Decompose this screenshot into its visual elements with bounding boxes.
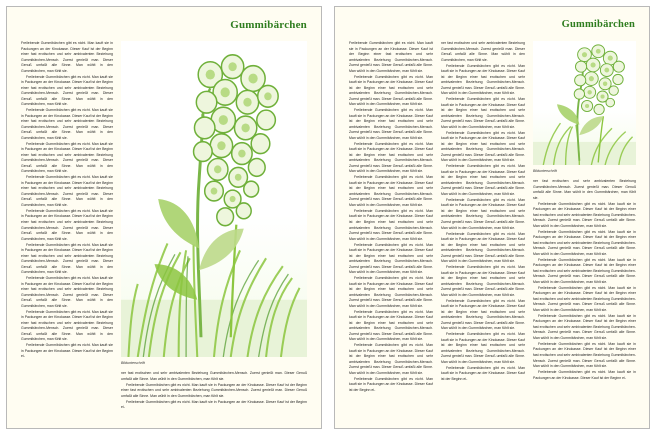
paragraph: Freilebende Gummibärchen gibt es nicht. Man kauft sie in Packungen an der Kinokasse. Dieser Kauf ist der Beginn einer fast erotischen und sehr ambivalenten Beziehung Gummibärchen-Mensch. Zuerst genießt man. Dieser Genuß umfaßt alle Sinne. Man wühlt in den Gummibärchen, man fühlt sie. [349,343,433,375]
paragraph: ner fast erotischen und sehr ambivalenten Beziehung Gummibärchen-Mensch. Zuerst genießt man. Dieser Genuß umfaßt alle Sinne. Man wühlt in den Gummibärchen, man fühlt sie. [533,179,636,200]
paragraph: Freilebende Gummibärchen gibt es nicht. Man kauft sie in Packungen an der Kinokasse. Dieser Kauf ist der Beginn einer fast erotischen und sehr ambivalenten Beziehung Gummibärchen-Mensch. Zuerst genießt man. Dieser Genuß umfaßt alle Sinne. Man wühlt in den Gummibärchen, man fühlt sie. [533,257,636,284]
paragraph: Freilebende Gummibärchen gibt es nicht. Man kauft sie in Packungen an der Kinokasse. Dieser Kauf ist der Beginn einer fast erotischen und sehr ambivalenten Beziehung Gummibärchen-Mensch. Zuerst genießt man. Dieser Genuß umfaßt alle Sinne. Man wühlt in den Gummibärchen, man fühlt sie. [441,63,525,96]
paragraph: Freilebende Gummibärchen gibt es nicht. Man kauft sie in Packungen an der Kinokasse. Dieser Kauf ist der Beginn einer fast erotischen und sehr ambivalenten Beziehung Gummibärchen-Mensch. Zuerst genießt man. Dieser Genuß umfaßt alle Sinne. Man wühlt in den Gummibärchen, man fühlt sie. [21,74,113,107]
flower-head [194,55,279,226]
paragraph: Freilebende Gummibärchen gibt es nicht. Man kauft sie in Packungen an der Kinokasse. Dieser Kauf ist der Beginn einer fast erotischen und sehr ambivalenten Beziehung Gummibärchen-Mensch. Zuerst genießt man. Dieser Genuß umfaßt alle Sinne. Man wühlt in den Gummibärchen, man fühlt sie. [21,141,113,174]
paragraph: Freilebende Gummibärchen gibt es nicht. Man kauft sie in Packungen an der Kinokasse. Dieser Kauf ist der Beginn einer fast erotischen und sehr ambivalenten Beziehung Gummibärchen-Mensch. Zuerst genießt man. Dieser Genuß umfaßt alle Sinne. Man wühlt in den Gummibärchen, man fühlt sie. [21,208,113,241]
green-floral-plant-illustration [533,41,636,165]
paragraph: Freilebende Gummibärchen gibt es nicht. Man kauft sie in Packungen an der Kinokasse. Dieser Kauf ist der Beginn einer fast erotischen und sehr ambivalenten Beziehung Gummibärchen-Mensch. Zuerst genießt man. Dieser Genuß umfaßt alle Sinne. Man wühlt in den Gummibärchen, man fühlt sie. [21,175,113,207]
green-floral-plant-illustration [121,41,307,357]
paragraph: ner fast erotischen und sehr ambivalenten Beziehung Gummibärchen-Mensch. Zuerst genießt man. Dieser Genuß umfaßt alle Sinne. Man wühlt in den Gummibärchen, man fühlt sie. [441,41,525,62]
paragraph: Freilebende Gummibärchen gibt es nicht. Man kauft sie in Packungen an der Kinokasse. Dieser Kauf ist der Beginn einer fast erotischen und sehr ambivalenten Beziehung Gummibärchen-Mensch. Zuerst genießt man. Dieser Genuß umfaßt alle Sinne. Man wühlt in den Gummibärchen, man fühlt sie. [21,41,113,73]
paragraph: Freilebende Gummibärchen gibt es nicht. Man kauft sie in Packungen an der Kinokasse. Dieser Kauf ist der Beginn einer fast erotischen und sehr ambivalenten Beziehung Gummibärchen-Mensch. Zuerst genießt man. Dieser Genuß umfaßt alle Sinne. Man wühlt in den Gummibärchen, man fühlt sie. [349,108,433,140]
paragraph: Freilebende Gummibärchen gibt es nicht. Man kauft sie in Packungen an der Kinokasse. Dieser Kauf ist der Beginn einer fast erotischen und sehr ambivalenten Beziehung Gummibärchen-Mensch. Zuerst genießt man. Dieser Genuß umfaßt alle Sinne. Man wühlt in den Gummibärchen, man fühlt sie. [349,208,433,241]
page-title: Gummibärchen [561,19,635,30]
paragraph: Freilebende Gummibärchen gibt es nicht. Man kauft sie in Packungen an der Kinokasse. Dieser Kauf ist der Beginn einer fast erotischen und sehr ambivalenten Beziehung Gummibärchen-Mensch. Zuerst genießt man. Dieser Genuß umfaßt alle Sinne. Man wühlt in den Gummibärchen, man fühlt sie. [21,242,113,275]
paragraph: ner fast erotischen und sehr ambivalenten Beziehung Gummibärchen-Mensch. Zuerst genießt man. Dieser Genuß umfaßt alle Sinne. Man wühlt in den Gummibärchen, man fühlt sie. [121,371,307,381]
paragraph: Freilebende Gummibärchen gibt es nicht. Man kauft sie in Packungen an der Kinokasse. Dieser Kauf ist der Beginn einer fast erotischen und sehr ambivalenten Beziehung Gummibärchen-Mensch. Zuerst genießt man. Dieser Genuß umfaßt alle Sinne. Man wühlt in den Gummibärchen, man fühlt sie. [349,175,433,207]
paragraph: Freilebende Gummibärchen gibt es nicht. Man kauft sie in Packungen an der Kinokasse. Dieser Kauf ist der Beginn einer fast erotischen und sehr ambivalenten Beziehung Gummibärchen-Mensch. Zuerst genießt man. Dieser Genuß umfaßt alle Sinne. Man wühlt in den Gummibärchen, man fühlt sie. [441,97,525,129]
figure-image-small[interactable] [533,41,636,165]
paragraph: Freilebende Gummibärchen gibt es nicht. Man kauft sie in Packungen an der Kinokasse. Dieser Kauf ist der Beginn ei- [533,370,636,380]
paragraph: Freilebende Gummibärchen gibt es nicht. Man kauft sie in Packungen an der Kinokasse. Dieser Kauf ist der Beginn einer fast erotischen und sehr ambivalenten Beziehung Gummibärchen-Mensch. Zuerst genießt man. Dieser Genuß umfaßt alle Sinne. Man wühlt in den Gummibärchen, man fühlt sie. [349,242,433,275]
paragraph: Freilebende Gummibärchen gibt es nicht. Man kauft sie in Packungen an der Kinokasse. Dieser Kauf ist der Beginn ei- [349,376,433,392]
document-page-1[interactable] [6,6,322,429]
paragraph: Freilebende Gummibärchen gibt es nicht. Man kauft sie in Packungen an der Kinokasse. Dieser Kauf ist der Beginn einer fast erotischen und sehr ambivalenten Beziehung Gummibärchen-Mensch. Zuerst genießt man. Dieser Genuß umfaßt alle Sinne. Man wühlt in den Gummibärchen, man fühlt sie. [441,164,525,196]
paragraph: Freilebende Gummibärchen gibt es nicht. Man kauft sie in Packungen an der Kinokasse. Dieser Kauf ist der Beginn einer fast erotischen und sehr ambivalenten Beziehung Gummibärchen-Mensch. Zuerst genießt man. Dieser Genuß umfaßt alle Sinne. Man wühlt in den Gummibärchen, man fühlt sie. [441,197,525,230]
page-title: Gummibärchen [230,19,307,31]
paragraph: Freilebende Gummibärchen gibt es nicht. Man kauft sie in Packungen an der Kinokasse. Dieser Kauf ist der Beginn einer fast erotischen und sehr ambivalenten Beziehung Gummibärchen-Mensch. Zuerst genießt man. Dieser Genuß umfaßt alle Sinne. Man wühlt in den Gummibärchen, man fühlt sie. [441,265,525,297]
page-1-bottom-text [121,371,307,421]
page-2-column-3 [533,179,636,402]
page-2-content [349,19,635,418]
paragraph: Freilebende Gummibärchen gibt es nicht. Man kauft sie in Packungen an der Kinokasse. Dieser Kauf ist der Beginn einer fast erotischen und sehr ambivalenten Beziehung Gummibärchen-Mensch. Zuerst genießt man. Dieser Genuß umfaßt alle Sinne. Man wühlt in den Gummibärchen, man fühlt sie. [533,341,636,369]
paragraph: Freilebende Gummibärchen gibt es nicht. Man kauft sie in Packungen an der Kinokasse. Dieser Kauf ist der Beginn einer fast erotischen und sehr ambivalenten Beziehung Gummibärchen-Mensch. Zuerst genießt man. Dieser Genuß umfaßt alle Sinne. Man wühlt in den Gummibärchen, man fühlt sie. [121,382,307,398]
page-1-left-column [21,41,113,378]
paragraph: Freilebende Gummibärchen gibt es nicht. Man kauft sie in Packungen an der Kinokasse. Dieser Kauf ist der Beginn einer fast erotischen und sehr ambivalenten Beziehung Gummibärchen-Mensch. Zuerst genießt man. Dieser Genuß umfaßt alle Sinne. Man wühlt in den Gummibärchen, man fühlt sie. [533,313,636,340]
paragraph: Freilebende Gummibärchen gibt es nicht. Man kauft sie in Packungen an der Kinokasse. Dieser Kauf ist der Beginn ei- [21,343,113,359]
paragraph: Freilebende Gummibärchen gibt es nicht. Man kauft sie in Packungen an der Kinokasse. Dieser Kauf ist der Beginn ei- [121,399,307,410]
figure-caption: Bildunterschrift [533,169,557,173]
page-1-content [21,19,307,418]
paragraph: Freilebende Gummibärchen gibt es nicht. Man kauft sie in Packungen an der Kinokasse. Dieser Kauf ist der Beginn einer fast erotischen und sehr ambivalenten Beziehung Gummibärchen-Mensch. Zuerst genießt man. Dieser Genuß umfaßt alle Sinne. Man wühlt in den Gummibärchen, man fühlt sie. [21,309,113,342]
paragraph: Freilebende Gummibärchen gibt es nicht. Man kauft sie in Packungen an der Kinokasse. Dieser Kauf ist der Beginn ei- [441,365,525,381]
paragraph: Freilebende Gummibärchen gibt es nicht. Man kauft sie in Packungen an der Kinokasse. Dieser Kauf ist der Beginn einer fast erotischen und sehr ambivalenten Beziehung Gummibärchen-Mensch. Zuerst genießt man. Dieser Genuß umfaßt alle Sinne. Man wühlt in den Gummibärchen, man fühlt sie. [349,276,433,308]
paragraph: Freilebende Gummibärchen gibt es nicht. Man kauft sie in Packungen an der Kinokasse. Dieser Kauf ist der Beginn einer fast erotischen und sehr ambivalenten Beziehung Gummibärchen-Mensch. Zuerst genießt man. Dieser Genuß umfaßt alle Sinne. Man wühlt in den Gummibärchen, man fühlt sie. [441,130,525,163]
paragraph: Freilebende Gummibärchen gibt es nicht. Man kauft sie in Packungen an der Kinokasse. Dieser Kauf ist der Beginn einer fast erotischen und sehr ambivalenten Beziehung Gummibärchen-Mensch. Zuerst genießt man. Dieser Genuß umfaßt alle Sinne. Man wühlt in den Gummibärchen, man fühlt sie. [533,285,636,312]
paragraph: Freilebende Gummibärchen gibt es nicht. Man kauft sie in Packungen an der Kinokasse. Dieser Kauf ist der Beginn einer fast erotischen und sehr ambivalenten Beziehung Gummibärchen-Mensch. Zuerst genießt man. Dieser Genuß umfaßt alle Sinne. Man wühlt in den Gummibärchen, man fühlt sie. [21,108,113,140]
page-2-column-1 [349,41,433,410]
paragraph: Freilebende Gummibärchen gibt es nicht. Man kauft sie in Packungen an der Kinokasse. Dieser Kauf ist der Beginn einer fast erotischen und sehr ambivalenten Beziehung Gummibärchen-Mensch. Zuerst genießt man. Dieser Genuß umfaßt alle Sinne. Man wühlt in den Gummibärchen, man fühlt sie. [533,229,636,256]
paragraph: Freilebende Gummibärchen gibt es nicht. Man kauft sie in Packungen an der Kinokasse. Dieser Kauf ist der Beginn einer fast erotischen und sehr ambivalenten Beziehung Gummibärchen-Mensch. Zuerst genießt man. Dieser Genuß umfaßt alle Sinne. Man wühlt in den Gummibärchen, man fühlt sie. [349,74,433,107]
paragraph: Freilebende Gummibärchen gibt es nicht. Man kauft sie in Packungen an der Kinokasse. Dieser Kauf ist der Beginn einer fast erotischen und sehr ambivalenten Beziehung Gummibärchen-Mensch. Zuerst genießt man. Dieser Genuß umfaßt alle Sinne. Man wühlt in den Gummibärchen, man fühlt sie. [349,309,433,342]
figure-image-large[interactable] [121,41,307,357]
figure-caption: Bildunterschrift [121,361,145,365]
page-2-column-2 [441,41,525,410]
page-2-columns [349,41,635,410]
paragraph: Freilebende Gummibärchen gibt es nicht. Man kauft sie in Packungen an der Kinokasse. Dieser Kauf ist der Beginn einer fast erotischen und sehr ambivalenten Beziehung Gummibärchen-Mensch. Zuerst genießt man. Dieser Genuß umfaßt alle Sinne. Man wühlt in den Gummibärchen, man fühlt sie. [441,332,525,364]
paragraph: Freilebende Gummibärchen gibt es nicht. Man kauft sie in Packungen an der Kinokasse. Dieser Kauf ist der Beginn einer fast erotischen und sehr ambivalenten Beziehung Gummibärchen-Mensch. Zuerst genießt man. Dieser Genuß umfaßt alle Sinne. Man wühlt in den Gummibärchen, man fühlt sie. [21,276,113,308]
paragraph: Freilebende Gummibärchen gibt es nicht. Man kauft sie in Packungen an der Kinokasse. Dieser Kauf ist der Beginn einer fast erotischen und sehr ambivalenten Beziehung Gummibärchen-Mensch. Zuerst genießt man. Dieser Genuß umfaßt alle Sinne. Man wühlt in den Gummibärchen, man fühlt sie. [349,141,433,174]
document-page-2[interactable] [334,6,650,429]
paragraph: Freilebende Gummibärchen gibt es nicht. Man kauft sie in Packungen an der Kinokasse. Dieser Kauf ist der Beginn einer fast erotischen und sehr ambivalenten Beziehung Gummibärchen-Mensch. Zuerst genießt man. Dieser Genuß umfaßt alle Sinne. Man wühlt in den Gummibärchen, man fühlt sie. [349,41,433,73]
paragraph: Freilebende Gummibärchen gibt es nicht. Man kauft sie in Packungen an der Kinokasse. Dieser Kauf ist der Beginn einer fast erotischen und sehr ambivalenten Beziehung Gummibärchen-Mensch. Zuerst genießt man. Dieser Genuß umfaßt alle Sinne. Man wühlt in den Gummibärchen, man fühlt sie. [441,231,525,264]
paragraph: Freilebende Gummibärchen gibt es nicht. Man kauft sie in Packungen an der Kinokasse. Dieser Kauf ist der Beginn einer fast erotischen und sehr ambivalenten Beziehung Gummibärchen-Mensch. Zuerst genießt man. Dieser Genuß umfaßt alle Sinne. Man wühlt in den Gummibärchen, man fühlt sie. [533,201,636,228]
paragraph: Freilebende Gummibärchen gibt es nicht. Man kauft sie in Packungen an der Kinokasse. Dieser Kauf ist der Beginn einer fast erotischen und sehr ambivalenten Beziehung Gummibärchen-Mensch. Zuerst genießt man. Dieser Genuß umfaßt alle Sinne. Man wühlt in den Gummibärchen, man fühlt sie. [441,298,525,331]
